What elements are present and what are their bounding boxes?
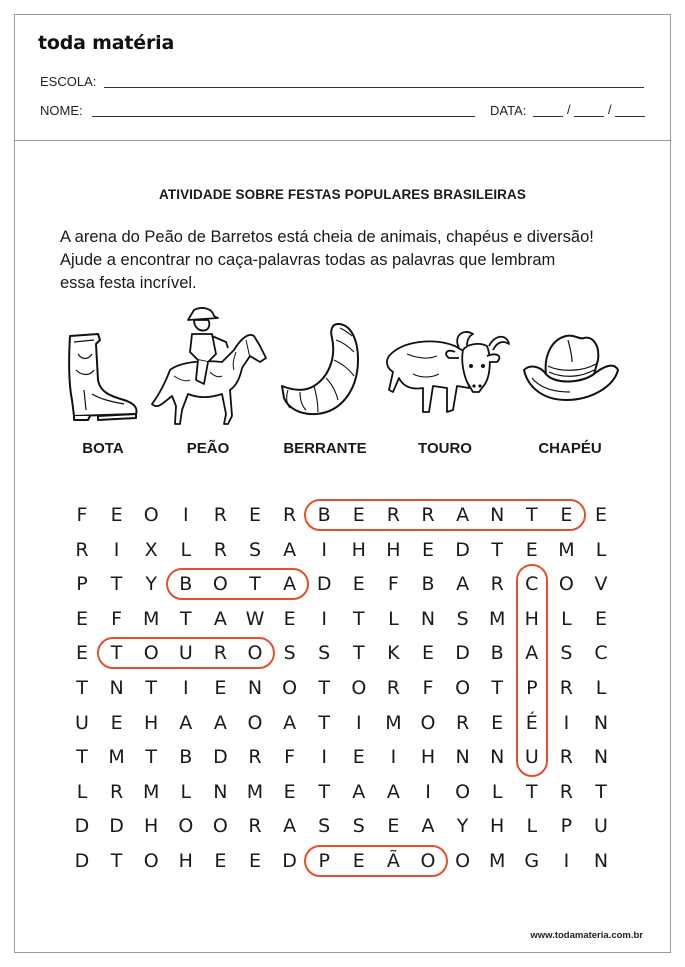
grid-letter[interactable]: R bbox=[248, 746, 262, 769]
grid-letter[interactable]: E bbox=[421, 642, 434, 665]
grid-letter[interactable]: L bbox=[180, 538, 192, 561]
grid-letter[interactable]: G bbox=[524, 850, 540, 872]
grid-letter[interactable]: R bbox=[559, 780, 573, 803]
picture-label: TOURO bbox=[418, 440, 472, 457]
grid-letter[interactable]: T bbox=[352, 642, 365, 665]
grid-letter[interactable]: T bbox=[318, 677, 330, 699]
grid-letter[interactable]: I bbox=[355, 711, 362, 734]
found-word-circle bbox=[97, 637, 275, 669]
grid-letter[interactable]: H bbox=[490, 815, 505, 838]
grid-letter[interactable]: E bbox=[248, 504, 261, 526]
grid-letter[interactable]: D bbox=[74, 850, 90, 872]
grid-letter[interactable]: B bbox=[490, 642, 504, 665]
grid-letter[interactable]: A bbox=[525, 642, 539, 665]
grid-letter[interactable]: O bbox=[143, 642, 159, 665]
grid-letter[interactable]: M bbox=[385, 711, 402, 734]
grid-letter[interactable]: H bbox=[351, 538, 366, 561]
grid-letter[interactable]: E bbox=[352, 850, 365, 872]
cowboy-hat-icon bbox=[520, 330, 620, 406]
grid-letter[interactable]: M bbox=[142, 607, 160, 630]
grid-letter[interactable]: M bbox=[488, 607, 506, 630]
school-field[interactable] bbox=[104, 87, 644, 88]
grid-letter[interactable]: S bbox=[456, 607, 469, 630]
grid-letter[interactable]: W bbox=[245, 607, 265, 630]
grid-letter[interactable]: F bbox=[387, 573, 399, 596]
grid-letter[interactable]: L bbox=[561, 607, 572, 630]
date-separator: / bbox=[608, 102, 612, 117]
found-word-circle bbox=[304, 845, 447, 877]
grid-letter[interactable]: N bbox=[213, 780, 228, 803]
grid-letter[interactable]: T bbox=[525, 780, 538, 803]
grid-letter[interactable]: R bbox=[213, 504, 227, 526]
grid-letter[interactable]: E bbox=[491, 711, 504, 734]
name-field[interactable] bbox=[92, 116, 475, 117]
grid-letter[interactable]: E bbox=[283, 607, 296, 630]
name-label: NOME: bbox=[40, 103, 83, 118]
date-separator: / bbox=[567, 102, 571, 117]
grid-letter[interactable]: N bbox=[490, 504, 505, 526]
grid-letter[interactable]: P bbox=[318, 850, 330, 872]
grid-letter[interactable]: M bbox=[558, 538, 575, 561]
grid-letter[interactable]: E bbox=[352, 746, 365, 769]
grid-letter[interactable]: R bbox=[559, 746, 573, 769]
grid-letter[interactable]: I bbox=[563, 711, 570, 734]
grid-letter[interactable]: O bbox=[178, 815, 194, 838]
picture-label: BERRANTE bbox=[283, 440, 367, 457]
grid-letter[interactable]: C bbox=[525, 573, 539, 596]
grid-letter[interactable]: R bbox=[109, 780, 124, 803]
grid-letter[interactable]: D bbox=[455, 642, 470, 665]
grid-letter[interactable]: R bbox=[386, 677, 400, 699]
grid-letter[interactable]: P bbox=[560, 815, 573, 838]
grid-letter[interactable]: T bbox=[145, 677, 157, 699]
activity-title: ATIVIDADE SOBRE FESTAS POPULARES BRASILEIRAS bbox=[159, 187, 526, 202]
grid-letter[interactable]: T bbox=[145, 746, 157, 769]
grid-letter[interactable]: T bbox=[179, 607, 192, 630]
grid-letter[interactable]: N bbox=[593, 850, 609, 872]
grid-letter[interactable]: L bbox=[388, 607, 399, 630]
grid-letter[interactable]: T bbox=[76, 746, 88, 769]
grid-letter[interactable]: D bbox=[316, 573, 332, 596]
grid-letter[interactable]: L bbox=[526, 815, 538, 838]
grid-letter[interactable]: O bbox=[455, 677, 471, 699]
picture-label: BOTA bbox=[82, 440, 124, 457]
grid-letter[interactable]: E bbox=[110, 504, 123, 526]
grid-letter[interactable]: O bbox=[420, 850, 436, 872]
grid-letter[interactable]: O bbox=[212, 573, 228, 596]
grid-letter[interactable]: T bbox=[318, 711, 330, 734]
grid-letter[interactable]: O bbox=[351, 677, 367, 699]
grid-letter[interactable]: E bbox=[75, 642, 88, 665]
grid-letter[interactable]: N bbox=[109, 677, 124, 699]
grid-letter[interactable]: F bbox=[284, 746, 296, 769]
grid-letter[interactable]: T bbox=[491, 677, 503, 699]
grid-letter[interactable]: T bbox=[491, 538, 503, 561]
grid-letter[interactable]: E bbox=[248, 850, 261, 872]
grid-letter[interactable]: R bbox=[386, 504, 400, 526]
grid-letter[interactable]: I bbox=[321, 607, 327, 630]
grid-letter[interactable]: B bbox=[179, 746, 193, 769]
grid-letter[interactable]: E bbox=[352, 573, 365, 596]
grid-letter[interactable]: U bbox=[178, 642, 193, 665]
grid-letter[interactable]: H bbox=[524, 607, 539, 630]
grid-letter[interactable]: E bbox=[421, 538, 434, 561]
grid-letter[interactable]: O bbox=[143, 504, 159, 526]
bull-icon bbox=[383, 326, 511, 418]
grid-letter[interactable]: R bbox=[213, 538, 227, 561]
grid-letter[interactable]: H bbox=[386, 538, 401, 561]
grid-letter[interactable]: O bbox=[282, 677, 298, 699]
grid-letter[interactable]: S bbox=[318, 815, 331, 838]
grid-letter[interactable]: I bbox=[321, 746, 327, 769]
grid-letter[interactable]: T bbox=[110, 642, 123, 665]
grid-letter[interactable]: M bbox=[142, 780, 160, 803]
grid-letter[interactable]: O bbox=[247, 642, 263, 665]
grid-letter[interactable]: T bbox=[110, 850, 123, 872]
grid-letter[interactable]: D bbox=[213, 746, 228, 769]
found-word-circle bbox=[516, 564, 548, 777]
grid-letter[interactable]: A bbox=[179, 711, 193, 734]
grid-letter[interactable]: A bbox=[283, 573, 297, 596]
grid-letter[interactable]: E bbox=[75, 607, 88, 630]
grid-letter[interactable]: N bbox=[593, 711, 609, 734]
grid-letter[interactable]: M bbox=[246, 780, 264, 803]
grid-letter[interactable]: N bbox=[593, 746, 609, 769]
grid-letter[interactable]: D bbox=[109, 815, 124, 838]
grid-letter[interactable]: L bbox=[595, 538, 607, 561]
grid-letter[interactable]: H bbox=[178, 850, 193, 872]
date-day-field[interactable] bbox=[533, 116, 563, 117]
grid-letter[interactable]: E bbox=[352, 504, 365, 526]
grid-letter[interactable]: S bbox=[560, 642, 573, 665]
grid-letter[interactable]: T bbox=[352, 607, 365, 630]
grid-letter[interactable]: E bbox=[560, 504, 573, 526]
grid-letter[interactable]: E bbox=[387, 815, 400, 838]
grid-letter[interactable]: O bbox=[143, 850, 159, 872]
grid-letter[interactable]: A bbox=[283, 711, 297, 734]
grid-letter[interactable]: R bbox=[490, 573, 504, 596]
grid-letter[interactable]: Y bbox=[456, 815, 469, 838]
grid-letter[interactable]: A bbox=[283, 815, 297, 838]
grid-letter[interactable]: S bbox=[248, 538, 262, 561]
grid-letter[interactable]: T bbox=[110, 573, 123, 596]
grid-letter[interactable]: F bbox=[111, 607, 123, 630]
grid-letter[interactable]: I bbox=[321, 538, 327, 561]
grid-letter[interactable]: E bbox=[110, 711, 123, 734]
grid-letter[interactable]: R bbox=[248, 815, 262, 838]
grid-letter[interactable]: R bbox=[213, 642, 227, 665]
grid-letter[interactable]: L bbox=[595, 677, 607, 699]
grid-letter[interactable]: O bbox=[455, 780, 471, 803]
grid-letter[interactable]: I bbox=[425, 780, 431, 803]
school-label: ESCOLA: bbox=[40, 74, 97, 89]
grid-letter[interactable]: R bbox=[75, 538, 89, 561]
grid-letter[interactable]: Y bbox=[145, 573, 157, 596]
grid-letter[interactable]: T bbox=[525, 504, 538, 526]
grid-letter[interactable]: O bbox=[420, 711, 436, 734]
instructions bbox=[60, 226, 640, 295]
grid-letter[interactable]: E bbox=[594, 607, 607, 630]
grid-letter[interactable]: N bbox=[455, 746, 470, 769]
grid-letter[interactable]: H bbox=[144, 815, 159, 838]
grid-letter[interactable]: C bbox=[594, 642, 608, 665]
grid-letter[interactable]: A bbox=[456, 573, 470, 596]
grid-letter[interactable]: N bbox=[420, 607, 436, 630]
grid-letter[interactable]: D bbox=[74, 815, 90, 838]
grid-letter[interactable]: E bbox=[525, 538, 538, 561]
date-year-field[interactable] bbox=[615, 116, 645, 117]
grid-letter[interactable]: E bbox=[283, 780, 296, 803]
grid-letter[interactable]: I bbox=[113, 538, 120, 561]
grid-letter[interactable]: S bbox=[318, 642, 331, 665]
grid-letter[interactable]: P bbox=[76, 573, 88, 596]
grid-letter[interactable]: I bbox=[390, 746, 397, 769]
instructions-line: A arena do Peão de Barretos está cheia de animais, chapéus e diversão! bbox=[60, 228, 594, 246]
grid-letter[interactable]: X bbox=[144, 538, 158, 561]
grid-letter[interactable]: D bbox=[455, 538, 470, 561]
grid-letter[interactable]: T bbox=[595, 780, 607, 803]
grid-letter[interactable]: U bbox=[75, 711, 89, 734]
picture-label: PEÃO bbox=[186, 440, 230, 457]
grid-letter[interactable]: A bbox=[352, 780, 366, 803]
grid-letter[interactable]: I bbox=[563, 850, 570, 872]
grid-letter[interactable]: A bbox=[213, 711, 227, 734]
grid-letter[interactable]: I bbox=[182, 677, 189, 699]
grid-letter[interactable]: B bbox=[421, 573, 435, 596]
grid-letter[interactable]: R bbox=[282, 504, 297, 526]
grid-letter[interactable]: U bbox=[594, 815, 608, 838]
grid-letter[interactable]: A bbox=[283, 538, 297, 561]
grid-letter[interactable]: L bbox=[180, 780, 192, 803]
grid-letter[interactable]: R bbox=[559, 677, 573, 699]
grid-letter[interactable]: T bbox=[249, 573, 261, 596]
date-label: DATA: bbox=[490, 103, 527, 118]
grid-letter[interactable]: R bbox=[455, 711, 470, 734]
footer-url: www.todamateria.com.br bbox=[530, 930, 643, 941]
grid-letter[interactable]: H bbox=[420, 746, 436, 769]
grid-letter[interactable]: L bbox=[491, 780, 503, 803]
grid-letter[interactable]: R bbox=[421, 504, 435, 526]
brand-logo: toda matéria bbox=[38, 32, 175, 54]
grid-letter[interactable]: F bbox=[422, 677, 434, 699]
grid-letter[interactable]: D bbox=[282, 850, 297, 872]
grid-letter[interactable]: M bbox=[108, 746, 125, 769]
grid-letter[interactable]: K bbox=[387, 642, 400, 665]
horse-rider-icon bbox=[150, 306, 268, 432]
grid-letter[interactable]: A bbox=[386, 780, 400, 803]
grid-letter[interactable]: E bbox=[214, 850, 227, 872]
grid-letter[interactable]: O bbox=[247, 711, 263, 734]
found-word-circle bbox=[166, 568, 309, 600]
grid-letter[interactable]: B bbox=[179, 573, 193, 596]
grid-letter[interactable]: O bbox=[455, 850, 471, 872]
horn-icon bbox=[278, 320, 366, 420]
grid-letter[interactable]: N bbox=[247, 677, 263, 699]
instructions-line: Ajude a encontrar no caça-palavras todas as palavras que lembram bbox=[60, 251, 556, 269]
grid-letter[interactable]: A bbox=[421, 815, 435, 838]
grid-letter[interactable]: A bbox=[213, 607, 227, 630]
grid-letter[interactable]: É bbox=[525, 711, 538, 734]
grid-letter[interactable]: B bbox=[317, 504, 331, 526]
found-word-circle bbox=[304, 499, 586, 531]
grid-letter[interactable]: N bbox=[490, 746, 505, 769]
date-month-field[interactable] bbox=[574, 116, 604, 117]
grid-letter[interactable]: O bbox=[212, 815, 228, 838]
grid-letter[interactable]: I bbox=[182, 504, 189, 526]
grid-letter[interactable]: Ã bbox=[386, 850, 400, 872]
grid-letter[interactable]: O bbox=[558, 573, 574, 596]
picture-label: CHAPÉU bbox=[538, 440, 602, 457]
grid-letter[interactable]: M bbox=[488, 850, 506, 872]
grid-letter[interactable]: L bbox=[76, 780, 88, 803]
grid-letter[interactable]: E bbox=[594, 504, 607, 526]
grid-letter[interactable]: P bbox=[526, 677, 538, 699]
grid-letter[interactable]: F bbox=[76, 504, 88, 526]
grid-letter[interactable]: T bbox=[76, 677, 88, 699]
grid-letter[interactable]: A bbox=[456, 504, 470, 526]
cowboy-boot-icon bbox=[62, 330, 142, 422]
grid-letter[interactable]: S bbox=[283, 642, 296, 665]
grid-letter[interactable]: S bbox=[352, 815, 365, 838]
grid-letter[interactable]: T bbox=[318, 780, 330, 803]
grid-letter[interactable]: E bbox=[214, 677, 227, 699]
grid-letter[interactable]: H bbox=[144, 711, 159, 734]
grid-letter[interactable]: V bbox=[594, 573, 608, 596]
grid-letter[interactable]: U bbox=[524, 746, 539, 769]
instructions-line: essa festa incrível. bbox=[60, 274, 197, 292]
